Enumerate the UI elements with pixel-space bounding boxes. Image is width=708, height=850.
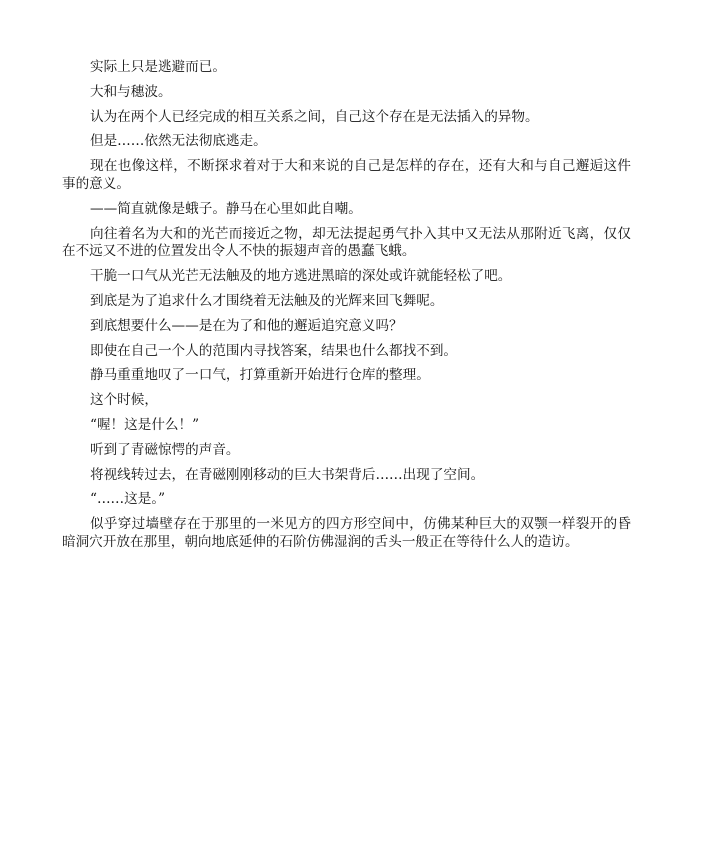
paragraph: ——简直就像是蛾子。静马在心里如此自嘲。 bbox=[90, 200, 362, 217]
paragraph: 这个时候， bbox=[90, 392, 158, 409]
paragraph: 认为在两个人已经完成的相互关系之间，自己这个存在是无法插入的异物。 bbox=[90, 108, 539, 125]
document-page bbox=[62, 59, 631, 559]
paragraph: 大和与穗波。 bbox=[90, 83, 172, 100]
paragraph: 到底是为了追求什么才围绕着无法触及的光辉来回飞舞呢。 bbox=[90, 292, 444, 309]
paragraph: 听到了青磁惊愕的声音。 bbox=[90, 441, 240, 458]
paragraph: 实际上只是逃避而已。 bbox=[90, 59, 226, 75]
paragraph: 但是……依然无法彻底逃走。 bbox=[90, 133, 267, 150]
paragraph: 干脆一口气从光芒无法触及的地方逃进黑暗的深处或许就能轻松了吧。 bbox=[90, 268, 512, 285]
paragraph: 即使在自己一个人的范围内寻找答案，结果也什么都找不到。 bbox=[90, 342, 458, 359]
paragraph: “喔！这是什么！” bbox=[90, 416, 200, 433]
paragraph: 似乎穿过墙壁存在于那里的一米见方的四方形空间中，仿佛某种巨大的双颚一样裂开的昏暗洞穴开放在那里，朝向地底延伸的石阶仿佛湿润的舌头一般正在等待什么人的造访。 bbox=[62, 516, 631, 550]
paragraph: “……这是。” bbox=[90, 491, 166, 508]
paragraph: 将视线转过去，在青磁刚刚移动的巨大书架背后……出现了空间。 bbox=[90, 466, 485, 483]
paragraph: 到底想要什么——是在为了和他的邂逅追究意义吗？ bbox=[90, 317, 403, 334]
paragraph: 向往着名为大和的光芒而接近之物，却无法提起勇气扑入其中又无法从那附近飞离，仅仅在不远又不进的位置发出令人不快的振翅声音的愚蠢飞蛾。 bbox=[62, 225, 631, 260]
paragraph: 现在也像这样，不断探求着对于大和来说的自己是怎样的存在，还有大和与自己邂逅这件事的意义。 bbox=[62, 158, 631, 192]
paragraph: 静马重重地叹了一口气，打算重新开始进行仓库的整理。 bbox=[90, 367, 430, 384]
